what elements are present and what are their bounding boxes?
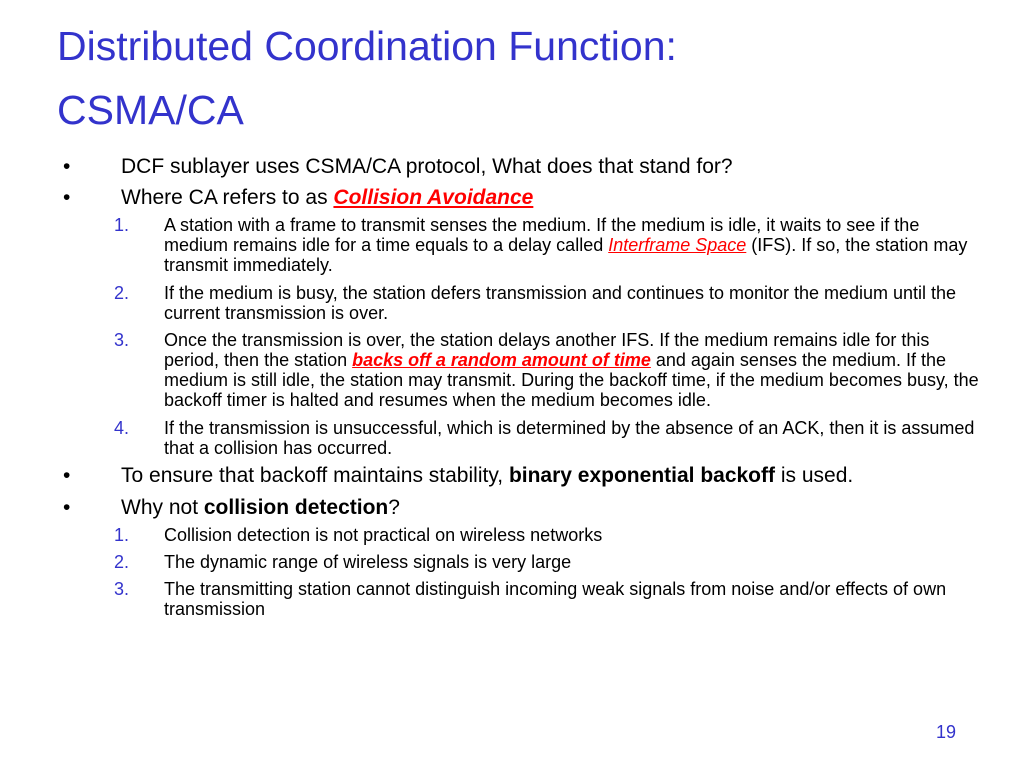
bullet-text: DCF sublayer uses CSMA/CA protocol, What does that stand for? (121, 155, 733, 178)
reason-text: The dynamic range of wireless signals is very large (164, 552, 572, 572)
bullet-text-end: ? (388, 496, 400, 519)
step-text: A station with a frame to transmit senses the medium. If the medium is idle, it waits to see if the medium remains idle for a time equals to a delay called (164, 215, 920, 255)
step-text-end: and again senses the medium. If the medium is still idle, the station may transmit. During the backoff time, if the medium becomes busy, the backoff timer is halted and resumes when the medium becomes idle. (164, 350, 979, 410)
reason-3 (0, 579, 1024, 619)
interframe-space-link[interactable]: Interframe Space (608, 235, 747, 255)
slide-body (0, 155, 1024, 619)
collision-avoidance-emphasis: Collision Avoidance (333, 186, 534, 209)
reason-number: 2. (114, 552, 130, 572)
step-1 (0, 215, 1024, 275)
reason-1 (0, 525, 1024, 545)
step-text: If the medium is busy, the station defers transmission and continues to monitor the medium until the current transmission is over. (164, 283, 957, 323)
collision-detection-bold: collision detection (203, 496, 389, 519)
bullet-marker: • (63, 155, 71, 178)
page-number: 19 (936, 722, 957, 742)
bullet-text: Why not (121, 496, 204, 519)
bullet-text-end: is used. (775, 464, 854, 487)
binary-exponential-backoff-bold: binary exponential backoff (508, 464, 775, 487)
reason-text: Collision detection is not practical on wireless networks (164, 525, 603, 545)
reason-number: 1. (114, 525, 130, 545)
bullet-marker: • (63, 464, 71, 487)
step-text-end: (IFS). If so, the station may transmit immediately. (164, 235, 968, 275)
step-3 (0, 330, 1024, 410)
step-number: 2. (114, 283, 130, 303)
title-line-2: CSMA/CA (57, 87, 244, 133)
title-line-1: Distributed Coordination Function: (57, 23, 677, 69)
reason-number: 3. (114, 579, 130, 599)
step-number: 3. (114, 330, 130, 350)
step-text: Once the transmission is over, the station delays another IFS. If the medium remains idle for this period, then the station (164, 330, 930, 370)
bullet-dcf (0, 155, 1024, 179)
step-4 (0, 418, 1024, 458)
step-text: If the transmission is unsuccessful, which is determined by the absence of an ACK, then it is assumed that a collision has occurred. (164, 418, 975, 458)
bullet-text: Where CA refers to as (121, 186, 334, 209)
bullet-text: To ensure that backoff maintains stability, (121, 464, 509, 487)
step-number: 4. (114, 418, 130, 438)
reason-2 (0, 552, 1024, 572)
slide-title (57, 14, 987, 142)
bullet-backoff (0, 464, 1024, 488)
backs-off-emphasis: backs off a random amount of time (352, 350, 651, 370)
step-number: 1. (114, 215, 130, 235)
bullet-ca (0, 186, 1024, 210)
bullet-marker: • (63, 186, 71, 209)
bullet-why-not-cd (0, 496, 1024, 520)
bullet-marker: • (63, 496, 71, 519)
reason-text: The transmitting station cannot distinguish incoming weak signals from noise and/or effects of own transmission (164, 579, 947, 619)
step-2 (0, 283, 1024, 323)
